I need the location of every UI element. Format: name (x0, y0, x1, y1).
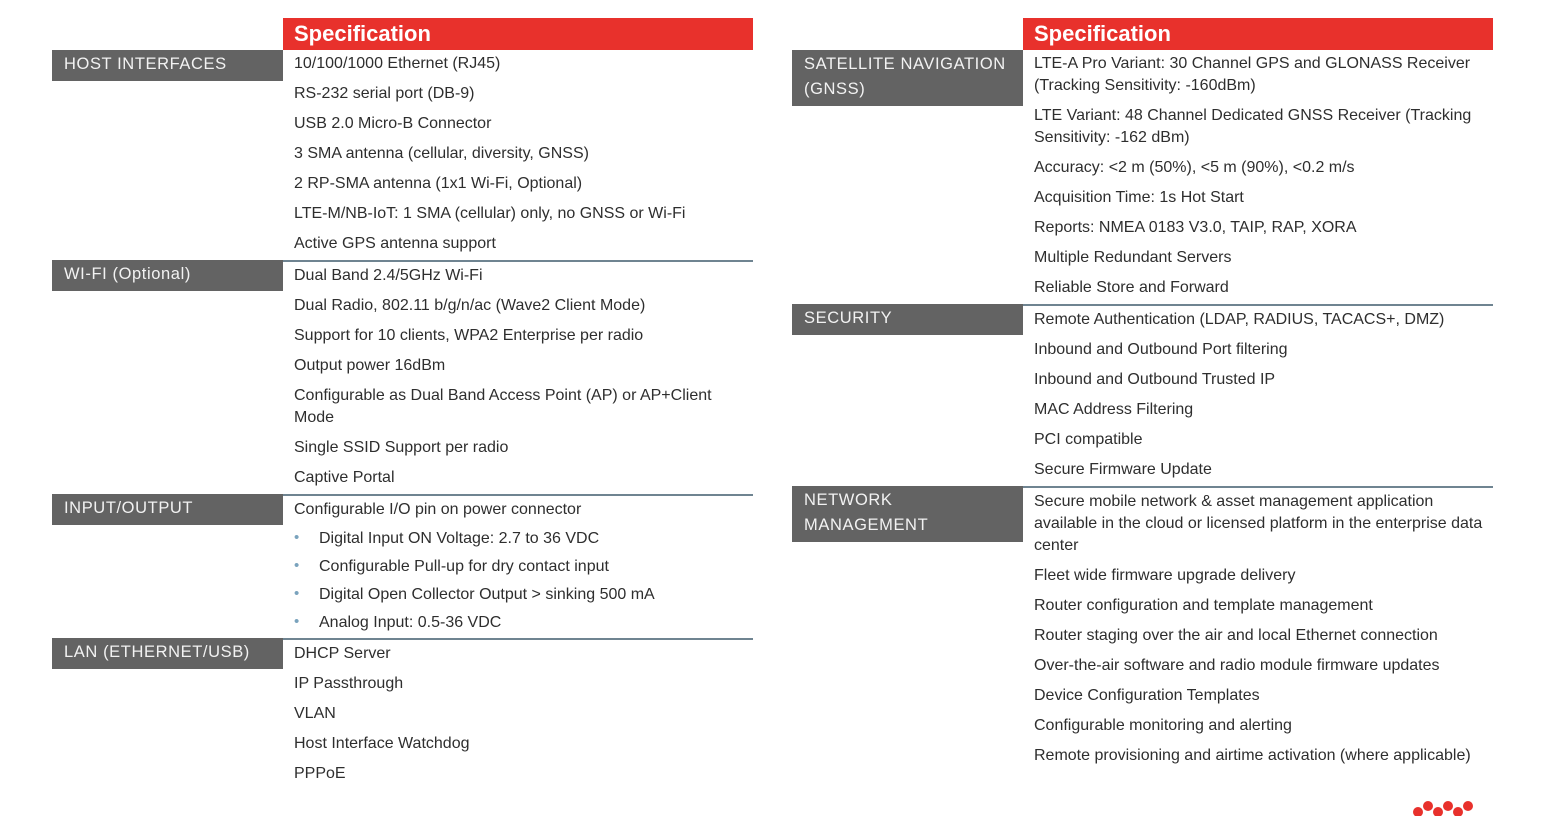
spec-item: Remote provisioning and airtime activation (where applicable) (1034, 747, 1471, 764)
section-items (1023, 304, 1493, 486)
spec-item: RS-232 serial port (DB-9) (294, 85, 475, 102)
spec-item: MAC Address Filtering (1034, 401, 1194, 418)
spec-item: Configurable I/O pin on power connector (294, 501, 582, 518)
spec-item: Secure Firmware Update (1034, 461, 1212, 478)
left-spec-body (52, 50, 753, 790)
spec-section (52, 50, 753, 260)
spec-item: VLAN (294, 705, 336, 722)
spec-item: 10/100/1000 Ethernet (RJ45) (294, 55, 501, 72)
spec-item: PCI compatible (1034, 431, 1143, 448)
spec-section (52, 494, 753, 638)
spec-item: Router configuration and template management (1034, 597, 1373, 614)
spec-item: Output power 16dBm (294, 357, 446, 374)
spec-item: Acquisition Time: 1s Hot Start (1034, 189, 1244, 206)
spec-item: IP Passthrough (294, 675, 404, 692)
right-spec-body (792, 50, 1493, 772)
spec-bullet-item: • Configurable Pull-up for dry contact input (294, 554, 753, 582)
section-label: HOST INTERFACES (52, 50, 283, 81)
section-items (1023, 50, 1493, 304)
brand-logo-icon (1410, 798, 1474, 816)
spec-item: Dual Radio, 802.11 b/g/n/ac (Wave2 Client Mode) (294, 297, 646, 314)
left-spec-table (52, 18, 753, 790)
spec-section (52, 260, 753, 494)
spec-item: LTE Variant: 48 Channel Dedicated GNSS Receiver (Tracking Sensitivity: -162 dBm) (1034, 107, 1472, 146)
section-label: SATELLITE NAVIGATION (GNSS) (792, 50, 1023, 106)
spec-item: Support for 10 clients, WPA2 Enterprise per radio (294, 327, 644, 344)
spec-item: Dual Band 2.4/5GHz Wi-Fi (294, 267, 483, 284)
spec-section (792, 304, 1493, 486)
spec-section (792, 50, 1493, 304)
left-header-row (52, 18, 753, 50)
right-header-row (792, 18, 1493, 50)
spec-item: Remote Authentication (LDAP, RADIUS, TACACS+, DMZ) (1034, 311, 1445, 328)
spec-item: 3 SMA antenna (cellular, diversity, GNSS) (294, 145, 589, 162)
right-spec-table (792, 18, 1493, 772)
spec-item: DHCP Server (294, 645, 391, 662)
spec-item: Configurable monitoring and alerting (1034, 717, 1292, 734)
spec-bullet-item: • Analog Input: 0.5-36 VDC (294, 610, 753, 638)
spec-bullet-item: • Digital Open Collector Output > sinking 500 mA (294, 582, 753, 610)
section-label: SECURITY (792, 304, 1023, 335)
spec-item: Reliable Store and Forward (1034, 279, 1229, 296)
section-label: NETWORK MANAGEMENT (792, 486, 1023, 542)
section-items (283, 50, 753, 260)
spec-item: Inbound and Outbound Trusted IP (1034, 371, 1276, 388)
spec-item: LTE-A Pro Variant: 30 Channel GPS and GLONASS Receiver (Tracking Sensitivity: -160dBm) (1034, 55, 1471, 94)
spec-item: Over-the-air software and radio module firmware updates (1034, 657, 1440, 674)
spec-item: Reports: NMEA 0183 V3.0, TAIP, RAP, XORA (1034, 219, 1357, 236)
section-items (283, 638, 753, 790)
spec-item: LTE-M/NB-IoT: 1 SMA (cellular) only, no GNSS or Wi-Fi (294, 205, 686, 222)
left-spec-header: Specification (283, 18, 753, 50)
spec-item: Accuracy: <2 m (50%), <5 m (90%), <0.2 m/s (1034, 159, 1355, 176)
spec-item: Host Interface Watchdog (294, 735, 470, 752)
section-items (283, 260, 753, 494)
spec-item: Secure mobile network & asset management application available in the cloud or licensed platform in the enterprise data center (1034, 493, 1483, 554)
spec-bullet-item: • Digital Input ON Voltage: 2.7 to 36 VDC (294, 526, 753, 554)
spec-item: Fleet wide firmware upgrade delivery (1034, 567, 1296, 584)
spec-item: Device Configuration Templates (1034, 687, 1260, 704)
spec-item: USB 2.0 Micro-B Connector (294, 115, 492, 132)
spec-item: Multiple Redundant Servers (1034, 249, 1232, 266)
spec-item: 2 RP-SMA antenna (1x1 Wi-Fi, Optional) (294, 175, 583, 192)
spec-item: Single SSID Support per radio (294, 439, 509, 456)
right-spec-header: Specification (1023, 18, 1493, 50)
spec-section (52, 638, 753, 790)
section-label: WI-FI (Optional) (52, 260, 283, 291)
section-items (283, 494, 753, 638)
section-label: LAN (ETHERNET/USB) (52, 638, 283, 669)
spec-item: PPPoE (294, 765, 346, 782)
section-items (1023, 486, 1493, 772)
spec-item: Active GPS antenna support (294, 235, 496, 252)
spec-item: Configurable as Dual Band Access Point (AP) or AP+Client Mode (294, 387, 712, 426)
spec-item: Captive Portal (294, 469, 395, 486)
spec-item: Router staging over the air and local Ethernet connection (1034, 627, 1438, 644)
section-label: INPUT/OUTPUT (52, 494, 283, 525)
spec-section (792, 486, 1493, 772)
spec-item: Inbound and Outbound Port filtering (1034, 341, 1288, 358)
